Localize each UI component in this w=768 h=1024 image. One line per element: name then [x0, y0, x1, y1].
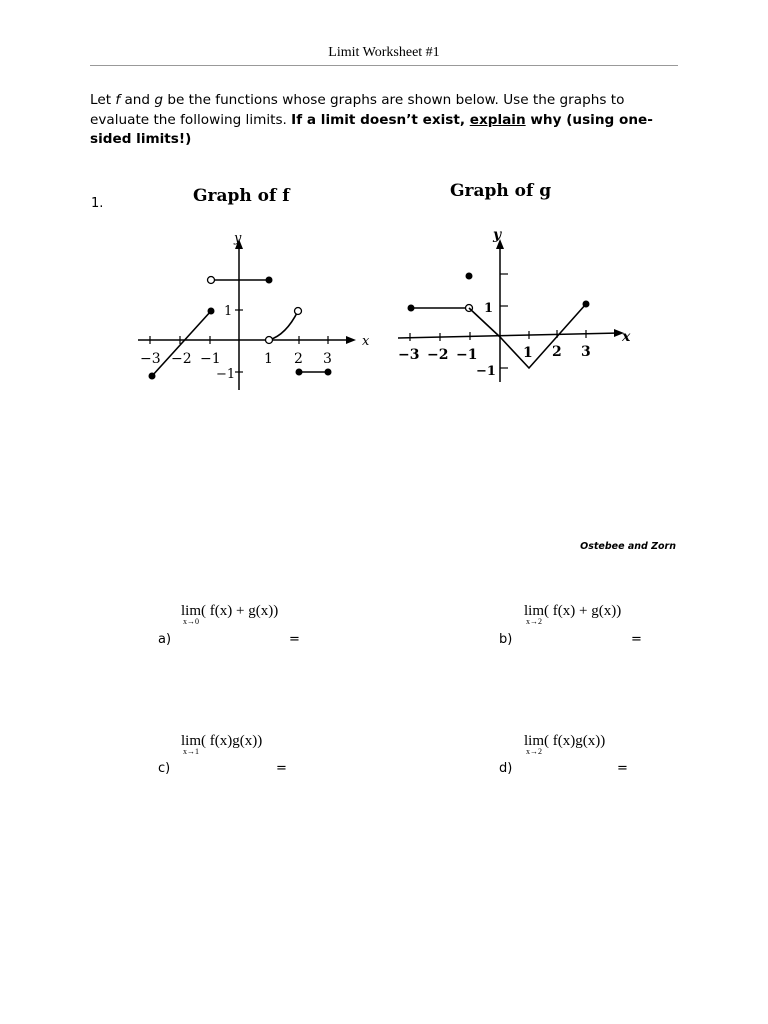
f-xtick-label: 3	[323, 351, 332, 367]
lim-word: lim	[181, 603, 202, 619]
f-xtick-label: 2	[294, 351, 303, 367]
graph-g-title: Graph of g	[450, 181, 552, 201]
f-curve	[269, 311, 298, 340]
g-closed-point	[466, 273, 473, 280]
g-ytick-label: 1	[484, 301, 494, 316]
limit-body: ( f(x) + g(x))	[544, 603, 622, 619]
g-xtick-label: 3	[581, 344, 591, 360]
f-xtick-label: 1	[264, 351, 273, 367]
header-divider	[90, 65, 678, 66]
problem-number: 1.	[91, 196, 104, 211]
f-xtick-label: −2	[171, 351, 192, 367]
intro-text-3: be the functions whose graphs are shown below. Use the graphs to evaluate the following limits.	[90, 92, 625, 128]
f-y-label: y	[234, 231, 242, 246]
f-ytick-label: 1	[224, 304, 233, 319]
g-closed-point	[408, 305, 415, 312]
problem-label-a: a)	[158, 632, 172, 647]
f-closed-point	[149, 373, 156, 380]
f-open-point	[266, 337, 273, 344]
f-closed-point	[296, 369, 303, 376]
graph-g	[390, 222, 640, 392]
worksheet-title: Limit Worksheet #1	[328, 45, 440, 60]
limit-body: ( f(x)g(x))	[544, 733, 606, 749]
f-xtick-label: −1	[200, 351, 221, 367]
f-xtick-label: −3	[140, 351, 161, 367]
g-xtick-label: −2	[427, 347, 449, 363]
f-x-label: x	[362, 334, 370, 349]
intro-g: g	[154, 92, 164, 108]
limit-subscript: x→1	[183, 747, 199, 756]
intro-bold-2: why (using one-sided limits!)	[90, 111, 653, 147]
f-ytick-label: −1	[216, 367, 236, 382]
intro-f: f	[115, 92, 121, 108]
limit-expression-b	[524, 603, 621, 626]
g-xtick-label: −1	[456, 347, 478, 363]
graph-f	[130, 225, 380, 395]
lim-word: lim	[181, 733, 202, 749]
limit-subscript: x→2	[526, 747, 542, 756]
f-open-point	[208, 277, 215, 284]
intro-text-1: Let	[90, 92, 116, 108]
f-closed-point	[266, 277, 273, 284]
problem-label-b: b)	[499, 632, 513, 647]
equals-sign-c: =	[276, 761, 287, 776]
f-closed-point	[325, 369, 332, 376]
source-credit: Ostebee and Zorn	[580, 541, 676, 552]
limit-expression-c	[181, 733, 262, 756]
graph-f-title: Graph of f	[193, 186, 290, 206]
f-x-arrow	[346, 336, 356, 344]
g-ytick-label: −1	[476, 364, 496, 379]
f-open-point	[295, 308, 302, 315]
limit-body: ( f(x)g(x))	[201, 733, 263, 749]
limit-expression-d	[524, 733, 605, 756]
intro-text-2: and	[120, 92, 155, 108]
g-y-label: y	[493, 227, 502, 243]
g-xtick-label: 2	[552, 344, 562, 360]
equals-sign-d: =	[617, 761, 628, 776]
g-xtick-label: −3	[398, 347, 420, 363]
lim-word: lim	[524, 733, 545, 749]
g-x-axis	[398, 333, 620, 338]
limit-subscript: x→0	[183, 617, 199, 626]
intro-bold-1: If a limit doesn’t exist,	[291, 111, 470, 128]
problem-label-d: d)	[499, 761, 513, 776]
g-x-label: x	[622, 329, 631, 345]
limit-expression-a	[181, 603, 278, 626]
equals-sign-a: =	[289, 632, 300, 647]
f-closed-point	[208, 308, 215, 315]
lim-word: lim	[524, 603, 545, 619]
equals-sign-b: =	[631, 632, 642, 647]
g-xtick-label: 1	[523, 345, 533, 361]
limit-subscript: x→2	[526, 617, 542, 626]
instructions	[90, 91, 678, 150]
g-closed-point	[583, 301, 590, 308]
intro-explain: explain	[469, 111, 526, 128]
problem-label-c: c)	[158, 761, 171, 776]
limit-body: ( f(x) + g(x))	[201, 603, 279, 619]
